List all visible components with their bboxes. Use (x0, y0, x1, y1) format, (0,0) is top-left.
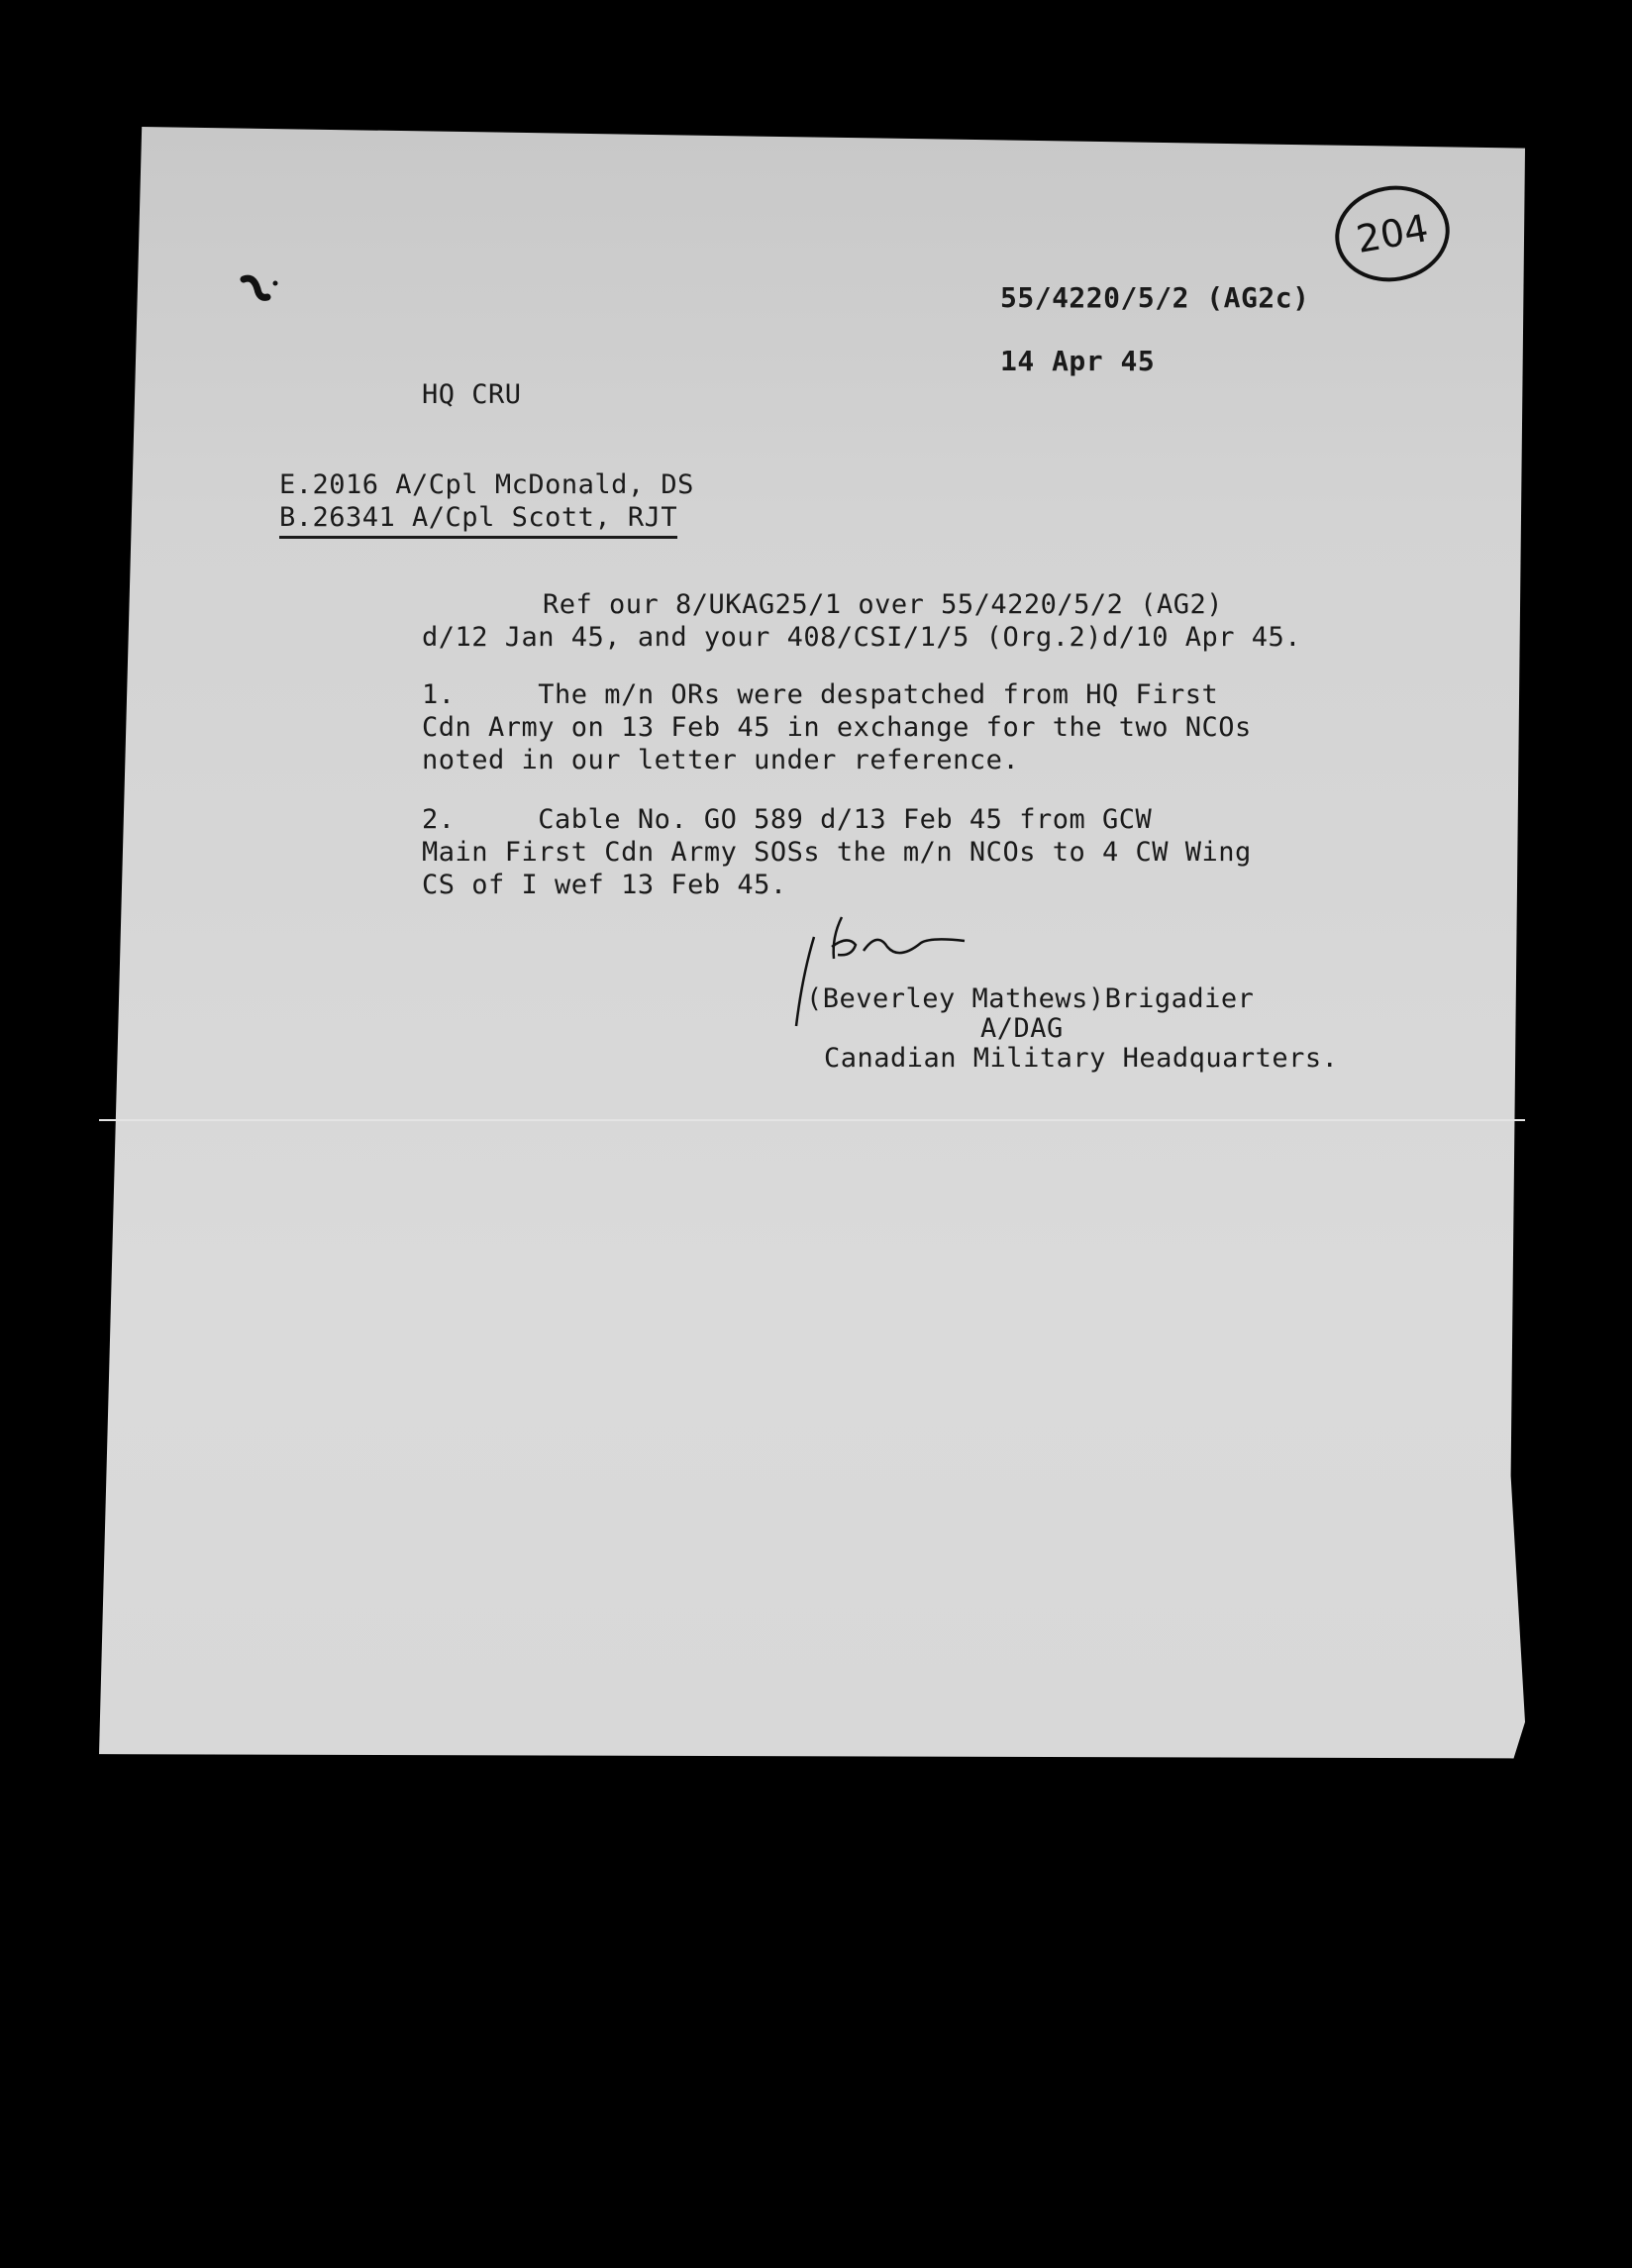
reference-line-2: d/12 Jan 45, and your 408/CSI/1/5 (Org.2)d/10 Apr 45. (422, 622, 1302, 653)
paragraph-2-line-1: 2. Cable No. GO 589 d/13 Feb 45 from GCW (422, 804, 1153, 835)
paragraph-2-line-3: CS of I wef 13 Feb 45. (422, 870, 787, 900)
reference-line-1: Ref our 8/UKAG25/1 over 55/4220/5/2 (AG2) (543, 589, 1223, 620)
paragraph-1-line-2: Cdn Army on 13 Feb 45 in exchange for the two NCOs (422, 712, 1252, 743)
signatory-title: A/DAG (980, 1013, 1064, 1044)
signatory-name: (Beverley Mathews)Brigadier (806, 983, 1255, 1014)
folio-number-stamp: 204 (1328, 177, 1458, 291)
paragraph-1-line-1: 1. The m/n ORs were despatched from HQ First (422, 679, 1219, 710)
fold-line (99, 1119, 1525, 1121)
document-page (99, 127, 1525, 2268)
subject-line-1: E.2016 A/Cpl McDonald, DS (279, 469, 694, 500)
paragraph-1-line-3: noted in our letter under reference. (422, 745, 1020, 775)
subject-line-2: B.26341 A/Cpl Scott, RJT (279, 501, 677, 539)
paragraph-2-line-2: Main First Cdn Army SOSs the m/n NCOs to 4 CW Wing (422, 837, 1252, 868)
signatory-organization: Canadian Military Headquarters. (824, 1043, 1339, 1074)
addressee: HQ CRU (422, 379, 522, 410)
ink-mark (240, 271, 279, 307)
file-reference: 55/4220/5/2 (AG2c) (1000, 281, 1310, 314)
handwritten-signature (772, 907, 990, 1056)
letter-date: 14 Apr 45 (1000, 345, 1156, 377)
